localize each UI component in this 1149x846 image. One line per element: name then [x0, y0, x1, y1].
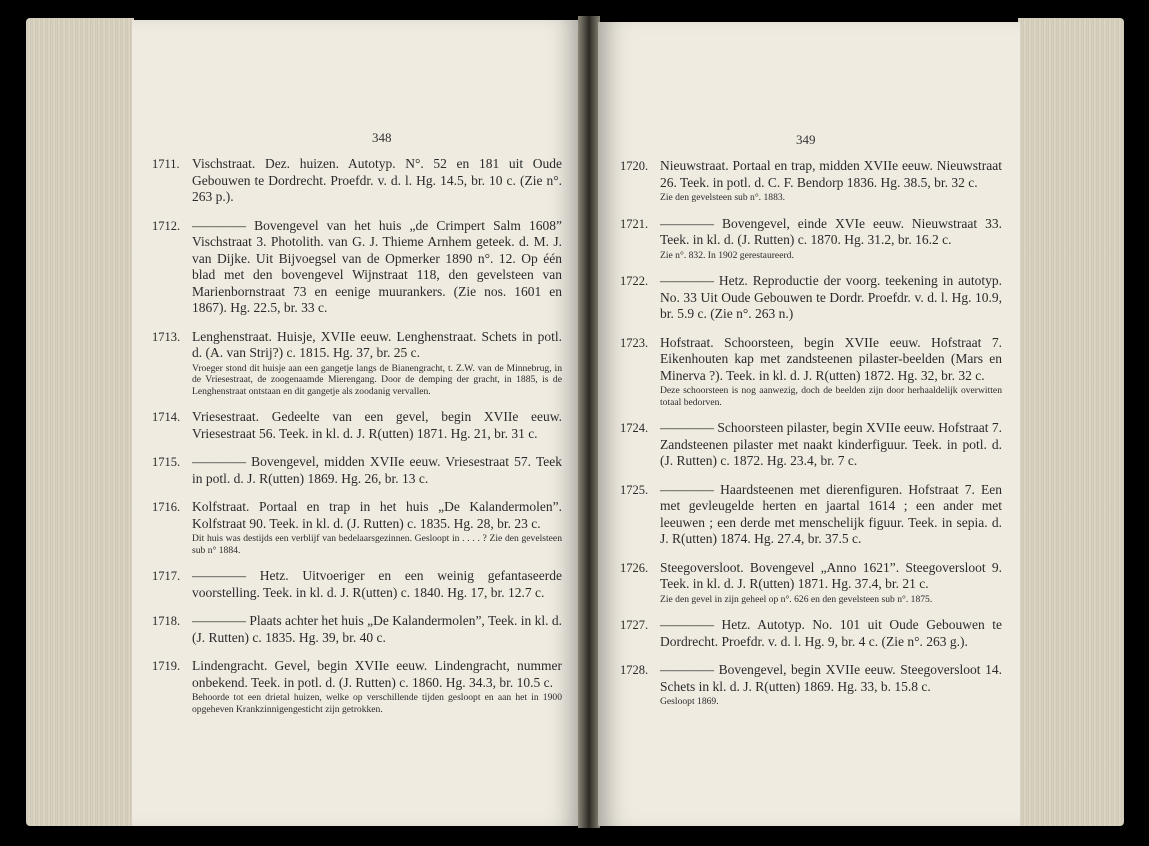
catalog-entry [620, 482, 1002, 548]
left-page [132, 20, 580, 826]
entry-number: 1717. [152, 569, 181, 583]
entry-text: ———— Bovengevel van het huis „de Crimpert Salm 1608” Vischstraat 3. Photolith. van G. J. Thieme Arnhem geteek. d. M. J. van Dijke. Uit Bijvoegsel van de Opmerker 1890 n°. 12. Op één blad met den bovengevel Wijnstraat 118, den gevelsteen van Marienbornstraat 73 en eenige muurankers. (Zie nos. 1601 en 1867). Hg. 22.5, br. 33 c. [192, 217, 562, 315]
entry-number: 1723. [620, 335, 649, 350]
entry-number: 1728. [620, 663, 649, 677]
entry-number: 1718. [152, 614, 181, 628]
entry-number: 1721. [620, 216, 649, 231]
entry-note: Behoorde tot een drietal huizen, welke op verschillende tijden gesloopt en aan het in 1900 opgeheven Krankzinnigengesticht zijn getrokken. [192, 692, 562, 715]
entry-number: 1711. [152, 157, 180, 171]
entry-text: ———— Bovengevel, midden XVIIe eeuw. Vriesestraat 57. Teek in potl. d. J. R(utten) 1869. Hg. 26, br. 13 c. [192, 454, 562, 486]
entry-number: 1716. [152, 500, 181, 514]
catalog-entry [620, 158, 1002, 204]
catalog-entry [620, 662, 1002, 708]
entry-number: 1715. [152, 455, 181, 469]
catalog-entry [620, 617, 1002, 650]
catalog-entry [620, 273, 1002, 323]
entry-number: 1722. [620, 274, 649, 288]
entry-note: Deze schoorsteen is nog aanwezig, doch de beelden zijn door herhaaldelijk overwitten totaal bedorven. [660, 385, 1002, 408]
entry-text: ———— Haardsteenen met dierenfiguren. Hofstraat 7. Een met gevleugelde herten en jaartal 1614 ; een ander met leeuwen ; een derde met menschelijk figuur. Teek. in sepia. d. J. R(utten) 1874. Hg. 27.4, br. 37.5 c. [660, 481, 1002, 546]
book-gutter [578, 16, 600, 828]
left-page-edges [26, 18, 134, 826]
catalog-entry [152, 658, 562, 715]
catalog-entry [620, 560, 1002, 606]
entry-list [152, 156, 562, 727]
entry-number: 1713. [152, 329, 181, 344]
catalog-entry [620, 420, 1002, 470]
entry-number: 1726. [620, 560, 649, 575]
catalog-entry [152, 454, 562, 487]
entry-text: ———— Plaats achter het huis „De Kalandermolen”, Teek. in kl. d. (J. Rutten) c. 1835. Hg. 39, br. 40 c. [192, 613, 562, 645]
catalog-entry [152, 499, 562, 556]
entry-number: 1727. [620, 618, 649, 632]
right-page-edges [1018, 18, 1124, 826]
catalog-entry [152, 156, 562, 206]
entry-text: Vriesestraat. Gedeelte van een gevel, begin XVIIe eeuw. Vriesestraat 56. Teek. in kl. d. J. R(utten) 1871. Hg. 21, br. 31 c. [192, 409, 562, 441]
entry-text: Lindengracht. Gevel, begin XVIIe eeuw. Lindengracht, nummer onbekend. Teek. in potl. d. (J. Rutten) c. 1860. Hg. 34.3, br. 10.5 c. [192, 658, 562, 690]
entry-note: Dit huis was destijds een verblijf van bedelaarsgezinnen. Gesloopt in . . . . ? Zie den gevelsteen sub n° 1884. [192, 533, 562, 556]
entry-number: 1720. [620, 159, 649, 173]
catalog-entry [152, 409, 562, 442]
entry-list [620, 158, 1002, 720]
entry-text: Hofstraat. Schoorsteen, begin XVIIe eeuw. Hofstraat 7. Eikenhouten kap met zandsteenen pilaster-beelden (Mars en Minerva ?). Teek. in kl. d. J. R(utten) 1872. Hg. 32, br. 32 c. [660, 334, 1002, 383]
entry-number: 1712. [152, 218, 181, 233]
entry-text: ———— Hetz. Reproductie der voorg. teekening in autotyp. No. 33 Uit Oude Gebouwen te Dordr. Proefdr. v. d. l. Hg. 10.9, br. 5.9 c. (Zie n°. 263 n.) [660, 273, 1002, 321]
catalog-entry [152, 613, 562, 646]
entry-note: Zie n°. 832. In 1902 gerestaureerd. [660, 249, 794, 261]
entry-number: 1714. [152, 410, 181, 424]
entry-note: Vroeger stond dit huisje aan een gangetje langs de Bianengracht, t. Z.W. van de Minnebrug, in de Vriesestraat, de zoogenaamde Mierengang. Door de demping der gracht, in 1885, is de Lenghenstraat ontstaan en dit gangetje als zoodanig vervallen. [192, 362, 562, 397]
catalog-entry [152, 568, 562, 601]
entry-text: ———— Bovengevel, einde XVIe eeuw. Nieuwstraat 33. Teek. in kl. d. (J. Rutten) c. 1870. Hg. 31.2, br. 16.2 c. [660, 215, 1002, 247]
entry-number: 1724. [620, 421, 649, 435]
entry-text: Lenghenstraat. Huisje, XVIIe eeuw. Lenghenstraat. Schets in potl. d. (A. van Strij?) c. 1815. Hg. 37, br. 25 c. [192, 328, 562, 360]
entry-text: Kolfstraat. Portaal en trap in het huis „De Kalandermolen”. Kolfstraat 90. Teek. in kl. d. (J. Rutten) c. 1835. Hg. 28, br. 23 c. [192, 499, 562, 531]
entry-text: Vischstraat. Dez. huizen. Autotyp. N°. 52 en 181 uit Oude Gebouwen te Dordrecht. Proefdr. v. d. l. Hg. 14.5, br. 10 c. (Zie n°. 263 p.). [192, 156, 562, 204]
entry-text: Nieuwstraat. Portaal en trap, midden XVIIe eeuw. Nieuwstraat 26. Teek. in potl. d. C. F. Bendorp 1836. Hg. 38.5, br. 32 c. [660, 158, 1002, 190]
catalog-entry [152, 218, 562, 317]
catalog-entry [620, 216, 1002, 262]
entry-note: Zie den gevelsteen sub n°. 1883. [660, 192, 786, 203]
entry-text: Steegoversloot. Bovengevel „Anno 1621”. Steegoversloot 9. Teek. in kl. d. J. R(utten) 1871. Hg. 37.4, br. 21 c. [660, 559, 1002, 591]
entry-text: ———— Hetz. Uitvoeriger en een weinig gefantaseerde voorstelling. Teek. in kl. d. J. R(utten) c. 1840. Hg. 17, br. 12.7 c. [192, 568, 562, 600]
right-page [598, 22, 1020, 826]
entry-note: Zie den gevel in zijn geheel op n°. 626 en den gevelsteen sub n°. 1875. [660, 593, 933, 605]
page-number: 349 [796, 132, 816, 147]
entry-text: ———— Schoorsteen pilaster, begin XVIIe eeuw. Hofstraat 7. Zandsteenen pilaster met naakt kinderfiguur. Teek. in potl. d. (J. Rutten) c. 1872. Hg. 23.4, br. 7 c. [660, 420, 1002, 468]
catalog-entry [620, 335, 1002, 409]
entry-text: ———— Bovengevel, begin XVIIe eeuw. Steegoversloot 14. Schets in kl. d. J. R(utten) 1869. Hg. 33, b. 15.8 c. [660, 662, 1002, 694]
entry-text: ———— Hetz. Autotyp. No. 101 uit Oude Gebouwen te Dordrecht. Proefdr. v. d. l. Hg. 9, br. 4 c. (Zie n°. 263 g.). [660, 617, 1002, 649]
entry-note: Gesloopt 1869. [660, 696, 719, 707]
catalog-entry [152, 329, 562, 398]
entry-number: 1719. [152, 659, 181, 673]
page-number: 348 [372, 130, 392, 145]
entry-number: 1725. [620, 482, 649, 497]
